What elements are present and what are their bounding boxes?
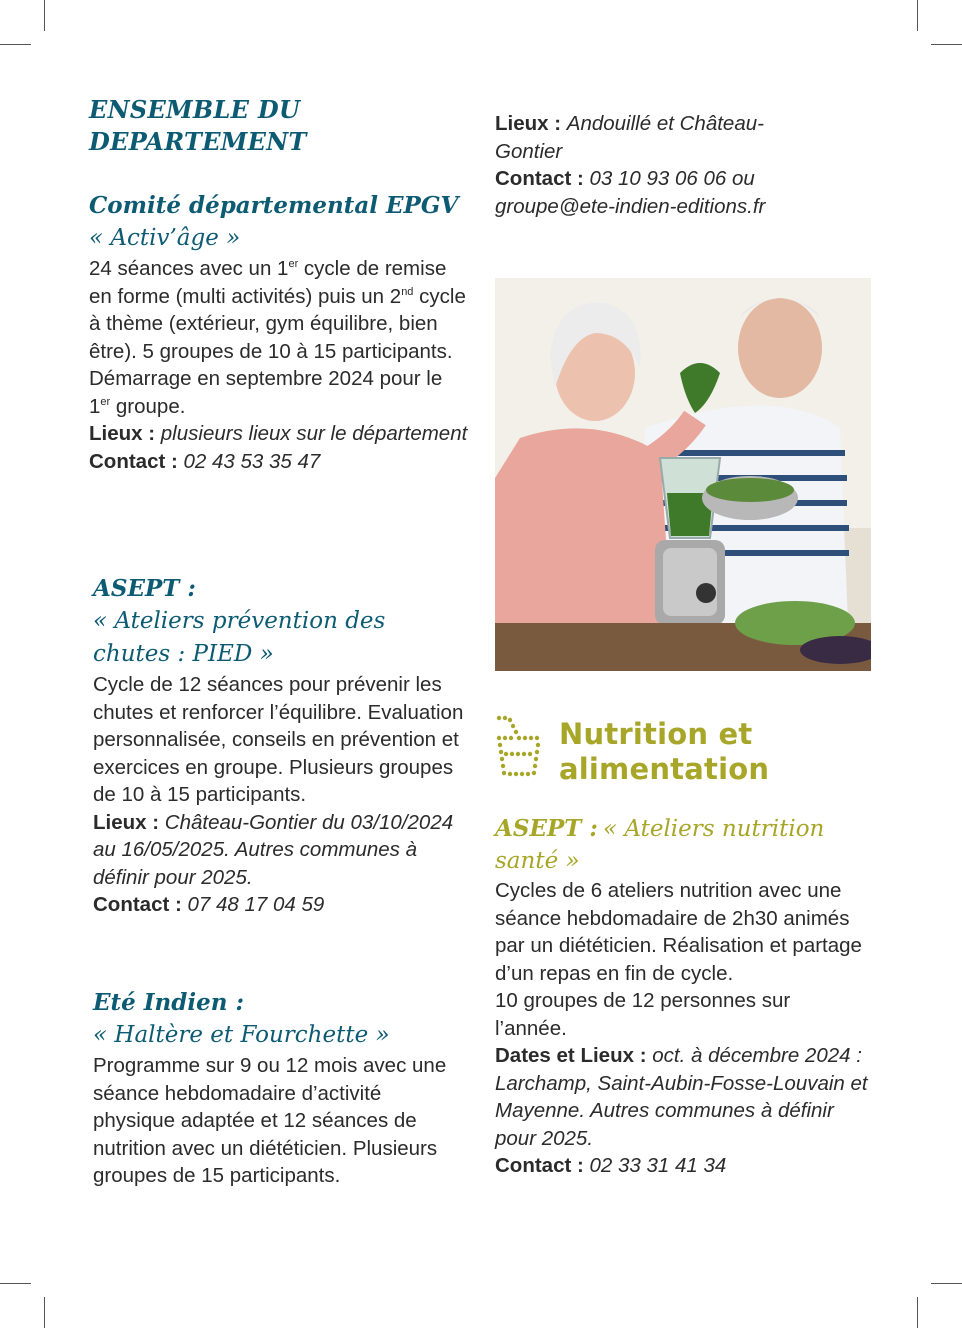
crop-mark [44, 1297, 45, 1328]
crop-mark [0, 1283, 31, 1284]
asept-org-title: ASEPT : [93, 575, 196, 602]
asept-nutrition-description: Cycles de 6 ateliers nutrition avec une séance hebdomadaire de 2h30 animés par un diététicien. Réalisation et partage d’un repas en fin de cycle. [495, 879, 862, 985]
asept-nutrition-groups: 10 groupes de 12 personnes sur l’année. [495, 989, 791, 1040]
epgv-program-title: « Activ’âge » [89, 225, 241, 251]
nutrition-section-title: Nutrition et alimentation [559, 717, 770, 786]
asept-nutrition-section [495, 813, 873, 1180]
crop-mark [931, 1283, 962, 1284]
crop-mark [931, 44, 962, 45]
ete-description: Programme sur 9 ou 12 mois avec une séance hebdomadaire d’activité physique adaptée et 12 séances de nutrition avec un diététicien. Plusieurs groupes de 15 participants. [93, 1054, 447, 1187]
asept-nutrition-org: ASEPT : [495, 815, 598, 842]
seniors-cooking-photo [495, 278, 871, 671]
ete-lieux: Lieux : Andouillé et Château-Gontier [495, 112, 764, 163]
asept-program-title: « Ateliers prévention des chutes : PIED » [93, 608, 386, 667]
asept-chutes-section [93, 573, 471, 919]
department-heading: ENSEMBLE DU DEPARTEMENT [89, 95, 307, 156]
asept-lieux: Lieux : Château-Gontier du 03/10/2024 au 16/05/2025. Autres communes à définir pour 2025. [93, 810, 454, 889]
epgv-contact: Contact : 02 43 53 35 47 [89, 449, 321, 473]
asept-nutrition-contact: Contact : 02 33 31 41 34 [495, 1154, 727, 1177]
crop-mark [0, 44, 31, 45]
ete-contact: Contact : 03 10 93 06 06 ou groupe@ete-indien-editions.fr [495, 167, 766, 218]
epgv-org-title: Comité départemental EPGV [89, 192, 459, 219]
left-column [89, 94, 469, 1187]
ete-org-title: Eté Indien : [93, 989, 244, 1016]
smoothie-glass-icon [495, 714, 543, 778]
epgv-section [89, 190, 469, 475]
crop-mark [44, 0, 45, 31]
asept-description: Cycle de 12 séances pour prévenir les chutes et renforcer l’équilibre. Evaluation personnalisée, conseils en prévention et exercices en groupe. Plusieurs groupes de 10 à 15 participants. [93, 673, 464, 806]
epgv-lieux: Lieux : plusieurs lieux sur le département [89, 422, 468, 445]
asept-nutrition-heading [495, 813, 865, 877]
ete-program-title: « Haltère et Fourchette » [93, 1022, 390, 1048]
epgv-description: 24 séances avec un 1er cycle de remise en forme (multi activités) puis un 2nd cycle à thème (extérieur, gym équilibre, bien être). 5 groupes de 10 à 15 participants. Démarrage en septembre 2024 pour le 1er groupe. [89, 257, 466, 418]
crop-mark [917, 1297, 918, 1328]
crop-mark [917, 0, 918, 31]
asept-nutrition-dates: Dates et Lieux : oct. à décembre 2024 : Larchamp, Saint-Aubin-Fosse-Louvain et Mayenne. Autres communes à définir pour 2025. [495, 1044, 868, 1150]
ete-indien-section [93, 987, 471, 1190]
asept-nutrition-program: « Ateliers nutrition santé » [495, 816, 825, 874]
right-top-block [495, 110, 873, 220]
asept-contact: Contact : 07 48 17 04 59 [93, 893, 325, 916]
